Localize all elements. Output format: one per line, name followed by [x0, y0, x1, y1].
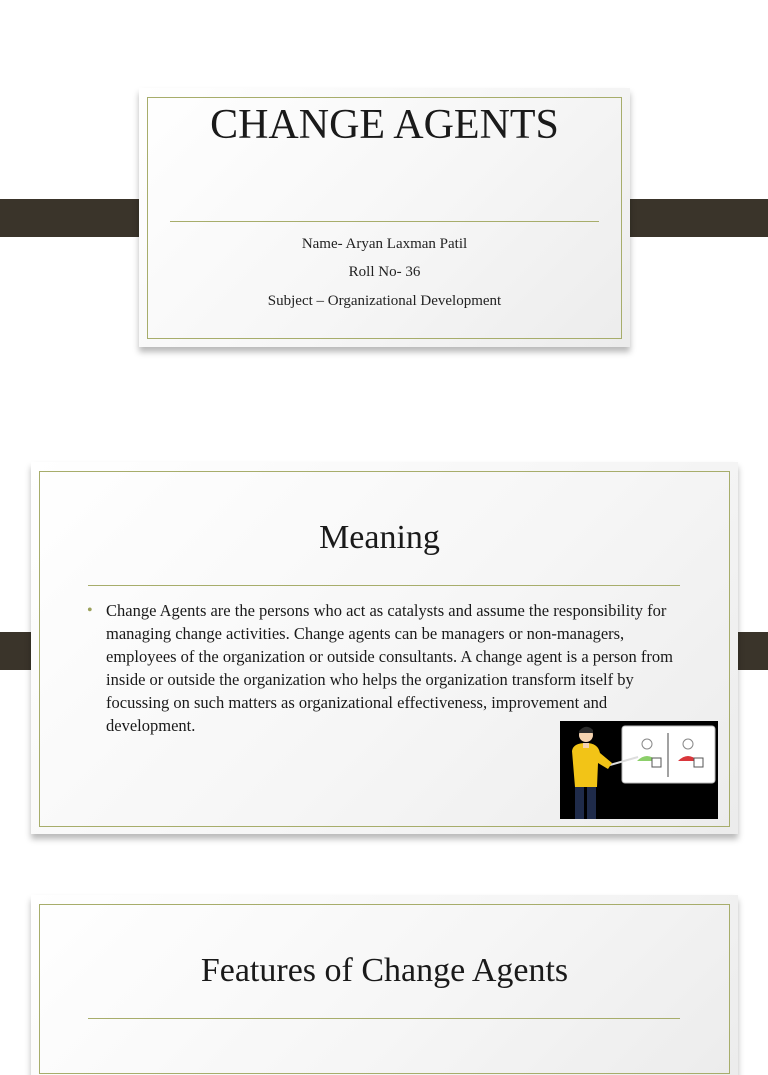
title-slide [139, 88, 630, 347]
presenter-neck [583, 743, 589, 748]
meaning-paragraph: Change Agents are the persons who act as catalysts and assume the responsibility for managing change activities. Change agents can be managers or non-managers, employees of the organization or outside consultants. A change agent is a person from inside or outside the organization who helps the organization transform itself by focussing on such matters as organizational effectiveness, improvement and development. [106, 601, 673, 735]
features-divider [88, 1018, 680, 1019]
presenter-illustration [560, 721, 718, 819]
board-person-right-head [683, 739, 693, 749]
presenter-hair [579, 727, 593, 733]
slide1-right-tab [612, 199, 768, 237]
slide-title: CHANGE AGENTS [210, 102, 559, 148]
board-person-left-head [642, 739, 652, 749]
presenter-left-leg [575, 787, 584, 819]
bullet-icon: • [87, 602, 93, 619]
meaning-divider [88, 585, 680, 586]
subject-line: Subject – Organizational Development [267, 293, 502, 309]
presenter-shirt [572, 743, 612, 787]
roll-number: Roll No- 36 [348, 264, 421, 280]
presenter-right-leg [587, 787, 596, 819]
title-divider [170, 221, 599, 222]
features-heading: Features of Change Agents [200, 952, 569, 989]
board-card-right [694, 758, 703, 767]
board-card-left [652, 758, 661, 767]
slide1-left-tab [0, 199, 156, 237]
meaning-heading: Meaning [319, 519, 440, 556]
presenter-pointing-at-whiteboard-icon [560, 721, 718, 819]
author-name: Name- Aryan Laxman Patil [301, 236, 468, 252]
features-slide [31, 895, 738, 1075]
